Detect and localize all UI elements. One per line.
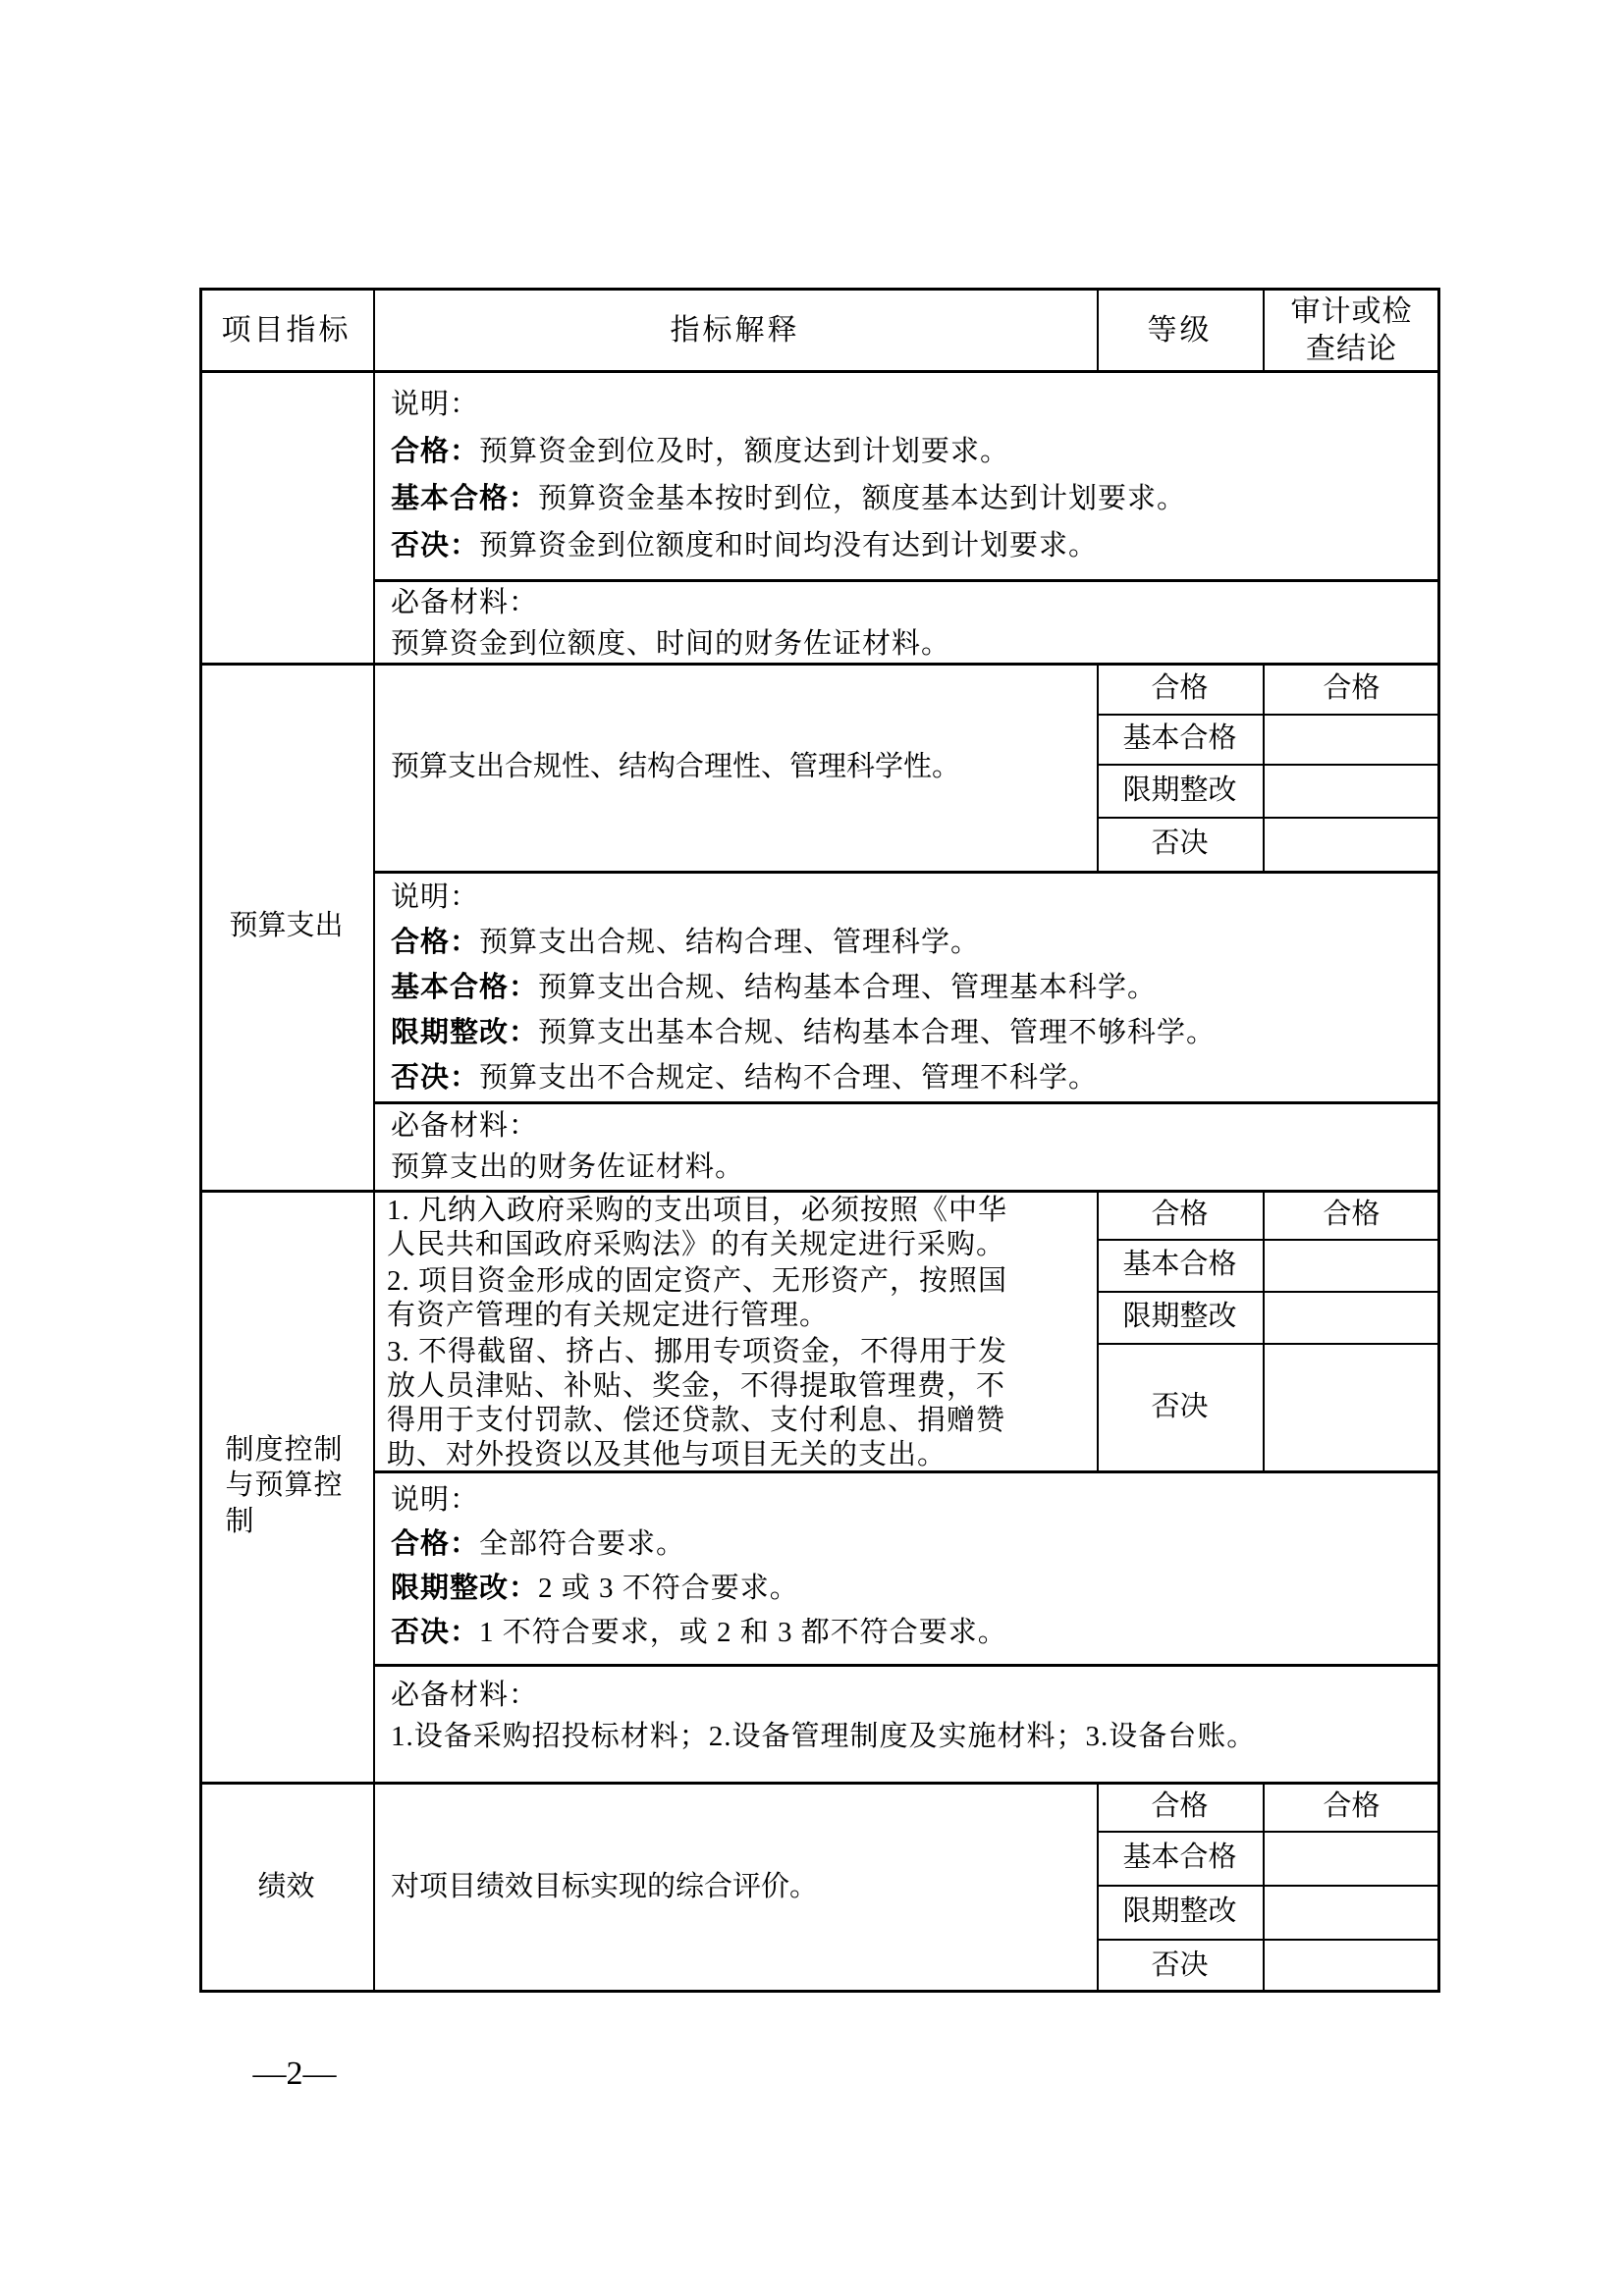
note-grade-label: 合格： — [391, 436, 480, 467]
header-indicator-explanation: 指标解释 — [670, 313, 800, 347]
note-grade-label: 基本合格： — [391, 972, 539, 1003]
notes-title: 说明： — [391, 881, 480, 913]
note-text: 1 不符合要求，或 2 和 3 都不符合要求。 — [479, 1617, 1007, 1648]
explanation-system-control — [387, 1194, 1074, 1468]
explanation-item: 3. 不得截留、挤占、挪用专项资金，不得用于发放人员津贴、补贴、奖金，不得提取管理费，不得用于支付罚款、偿还贷款、支付利息、捐赠赞助、对外投资以及其他与项目无关的支出。 — [387, 1336, 1008, 1468]
notes-line — [391, 475, 1432, 522]
notes-title: 说明： — [391, 1484, 480, 1516]
header-audit-conclusion — [1263, 288, 1440, 373]
note-text: 2 或 3 不符合要求。 — [538, 1573, 799, 1604]
notes-line — [391, 1611, 1432, 1655]
note-text: 预算资金到位及时，额度达到计划要求。 — [479, 436, 1010, 467]
explanation-performance: 对项目绩效目标实现的综合评价。 — [391, 1871, 819, 1903]
note-text: 预算资金到位额度和时间均没有达到计划要求。 — [479, 530, 1099, 561]
notes-title: 说明： — [391, 389, 480, 420]
header-audit-conclusion-text: 审计或检查结论 — [1290, 295, 1413, 365]
materials-text: 预算资金到位额度、时间的财务佐证材料。 — [391, 628, 951, 660]
materials-cell — [391, 1105, 1432, 1188]
note-text: 预算资金基本按时到位，额度基本达到计划要求。 — [538, 483, 1187, 514]
table-grid-line — [373, 1664, 1440, 1667]
explanation-item: 2. 项目资金形成的固定资产、无形资产，按照国有资产管理的有关规定进行管理。 — [387, 1265, 1008, 1331]
note-text: 全部符合要求。 — [479, 1528, 686, 1560]
table-grid-line — [373, 1101, 1440, 1104]
indicator-system-control-text: 制度控制与预算控制 — [225, 1434, 344, 1537]
grade-cell: 否决 — [1151, 1390, 1209, 1422]
note-grade-label: 限期整改： — [391, 1017, 539, 1048]
materials-cell — [391, 1675, 1432, 1779]
grade-cell: 合格 — [1151, 1198, 1209, 1230]
notes-line — [391, 965, 1432, 1010]
notes-line — [391, 1567, 1432, 1611]
notes-line — [391, 428, 1432, 475]
grade-cell: 限期整改 — [1122, 1896, 1237, 1928]
notes-line — [391, 1522, 1432, 1567]
materials-title: 必备材料： — [391, 587, 539, 618]
note-grade-label: 合格： — [391, 1528, 480, 1560]
grade-cell: 基本合格 — [1122, 1842, 1237, 1874]
materials-cell — [391, 582, 1432, 661]
materials-text: 1.设备采购招投标材料；2.设备管理制度及实施材料；3.设备台账。 — [391, 1721, 1257, 1752]
grade-cell: 合格 — [1151, 1789, 1209, 1822]
header-project-indicator: 项目指标 — [221, 313, 352, 347]
grade-cell: 合格 — [1151, 671, 1209, 704]
grade-cell: 限期整改 — [1122, 1301, 1237, 1333]
note-grade-label: 限期整改： — [391, 1573, 539, 1604]
conclusion-cell: 合格 — [1323, 1198, 1380, 1230]
table-grid-line — [373, 871, 1440, 874]
note-grade-label: 合格： — [391, 927, 480, 958]
grade-cell: 基本合格 — [1122, 722, 1237, 755]
conclusion-cell: 合格 — [1323, 671, 1380, 704]
indicator-system-control — [199, 1190, 373, 1782]
note-grade-label: 否决： — [391, 530, 480, 561]
grade-cell: 限期整改 — [1122, 774, 1237, 806]
note-text: 预算支出合规、结构合理、管理科学。 — [479, 927, 981, 958]
notes-cell — [391, 1478, 1432, 1662]
notes-line — [391, 1055, 1432, 1099]
materials-title: 必备材料： — [391, 1110, 539, 1142]
note-text: 预算支出基本合规、结构基本合理、管理不够科学。 — [538, 1017, 1217, 1048]
notes-cell — [391, 381, 1432, 577]
grade-cell: 否决 — [1151, 828, 1209, 860]
materials-title: 必备材料： — [391, 1680, 539, 1711]
page-number: —2— — [252, 2056, 337, 2092]
note-grade-label: 否决： — [391, 1617, 480, 1648]
explanation-budget-expenditure: 预算支出合规性、结构合理性、管理科学性。 — [391, 750, 961, 782]
grade-cell: 否决 — [1151, 1949, 1209, 1982]
indicator-budget-expenditure: 预算支出 — [229, 910, 344, 942]
explanation-item: 1. 凡纳入政府采购的支出项目，必须按照《中华人民共和国政府采购法》的有关规定进行采购。 — [387, 1195, 1008, 1260]
table-grid-line — [373, 1470, 1440, 1473]
indicator-performance: 绩效 — [257, 1871, 315, 1903]
note-text: 预算支出不合规定、结构不合理、管理不科学。 — [479, 1062, 1099, 1094]
note-text: 预算支出合规、结构基本合理、管理基本科学。 — [538, 972, 1158, 1003]
notes-line — [391, 920, 1432, 965]
conclusion-cell: 合格 — [1323, 1789, 1380, 1822]
notes-line — [391, 1010, 1432, 1055]
notes-cell — [391, 875, 1432, 1099]
header-grade: 等级 — [1147, 313, 1213, 347]
grade-cell: 基本合格 — [1122, 1249, 1237, 1281]
materials-text: 预算支出的财务佐证材料。 — [391, 1151, 745, 1183]
note-grade-label: 否决： — [391, 1062, 480, 1094]
table-grid-line — [373, 288, 375, 1993]
note-grade-label: 基本合格： — [391, 483, 539, 514]
notes-line — [391, 522, 1432, 569]
